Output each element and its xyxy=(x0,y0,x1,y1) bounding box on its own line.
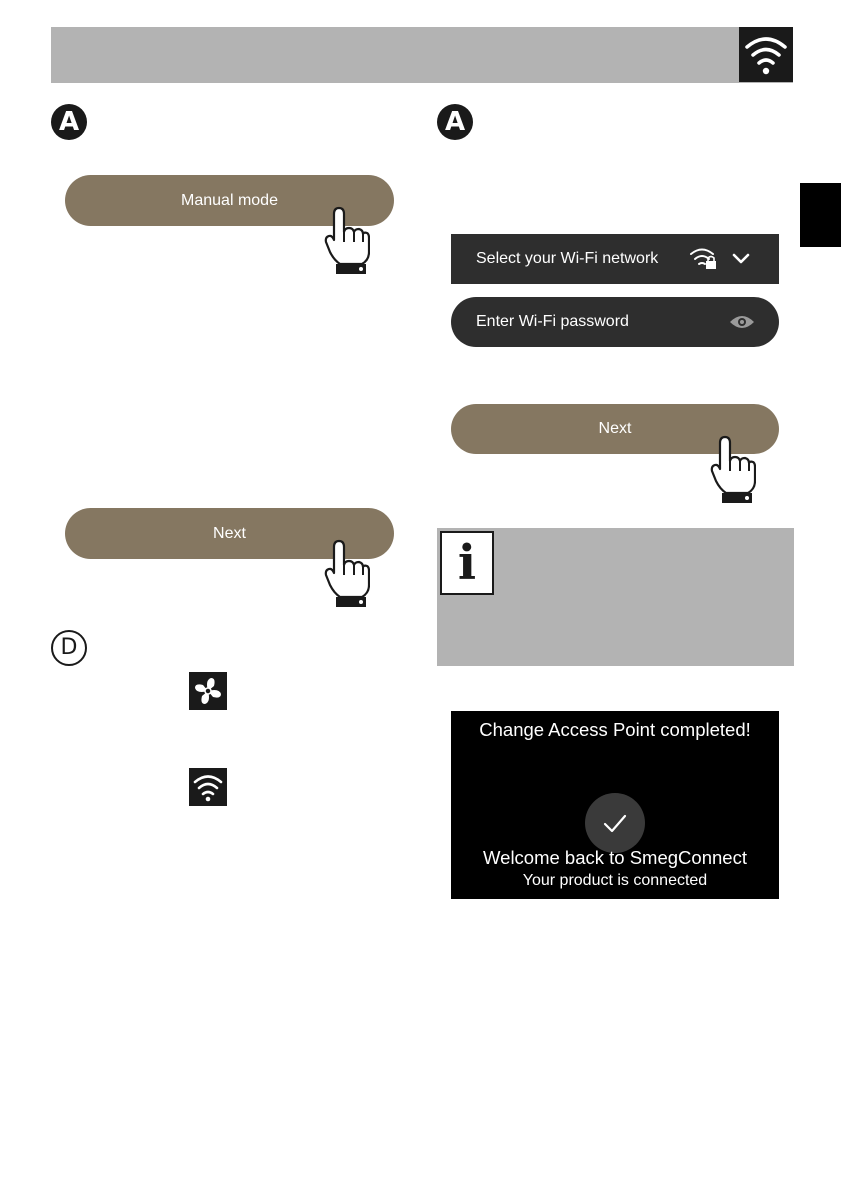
confirmation-subtitle: Your product is connected xyxy=(522,872,708,889)
wifi-lock-icon xyxy=(689,246,719,272)
hand-pointer-icon xyxy=(710,433,756,505)
next-label-right: Next xyxy=(598,420,632,437)
confirmation-title: Change Access Point completed! xyxy=(479,719,751,740)
step-d-letter: D xyxy=(60,635,78,660)
wifi-network-select-label: Select your Wi-Fi network xyxy=(476,250,659,267)
check-circle xyxy=(585,793,645,853)
section-tab-marker xyxy=(800,183,841,247)
wifi-icon xyxy=(739,27,793,82)
info-icon-glyph: i xyxy=(457,535,477,591)
step-a-letter-right: A xyxy=(444,107,466,137)
hand-pointer-icon xyxy=(324,537,370,609)
confirmation-welcome: Welcome back to SmegConnect xyxy=(483,847,747,868)
hand-pointer-icon xyxy=(324,204,370,276)
check-icon xyxy=(585,793,645,853)
wifi-password-placeholder: Enter Wi-Fi password xyxy=(476,313,629,330)
header-band xyxy=(51,27,793,83)
step-a-marker-right xyxy=(437,104,473,140)
wifi-icon-box xyxy=(189,768,227,806)
eye-icon[interactable] xyxy=(729,314,755,330)
wifi-password-field[interactable] xyxy=(451,297,779,347)
chevron-down-icon[interactable] xyxy=(731,252,751,266)
manual-mode-label: Manual mode xyxy=(181,191,278,209)
header-wifi-box xyxy=(739,27,793,82)
fan-icon-box xyxy=(189,672,227,710)
fan-icon xyxy=(189,672,227,710)
next-label-left: Next xyxy=(213,524,246,542)
info-icon xyxy=(440,531,494,595)
step-a-marker xyxy=(51,104,87,140)
wifi-network-select[interactable] xyxy=(451,234,779,284)
step-a-letter: A xyxy=(58,107,80,137)
confirmation-panel xyxy=(451,711,779,899)
wifi-icon xyxy=(189,768,227,806)
step-d-marker xyxy=(51,630,87,666)
